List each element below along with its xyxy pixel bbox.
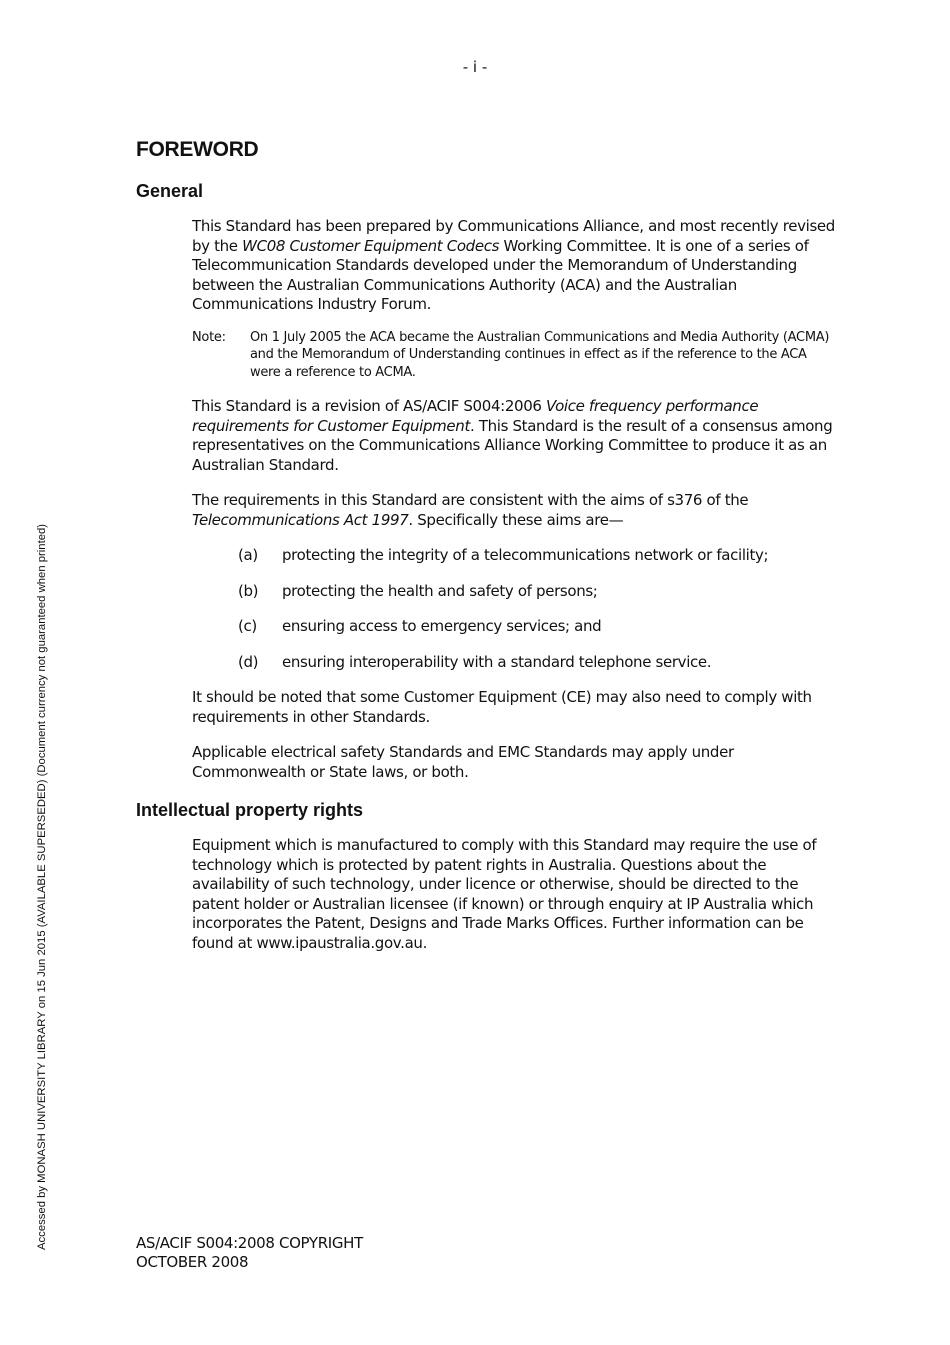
note-text: On 1 July 2005 the ACA became the Australian Communications and Media Authority (ACMA) and the Memorandum of Understanding continues in effect as if the reference to the ACA were a reference to ACMA. (250, 329, 830, 380)
list-item-label: (c) (238, 617, 257, 635)
copyright-footer (136, 1234, 363, 1272)
list-item (238, 653, 836, 673)
list-item-label: (b) (238, 581, 259, 600)
general-section-body (192, 217, 836, 782)
general-paragraph-5: Applicable electrical safety Standards and EMC Standards may apply under Commonwealth or State laws, or both. (192, 743, 734, 781)
list-item-text: ensuring access to emergency services; and (282, 617, 602, 635)
access-notice: Accessed by MONASH UNIVERSITY LIBRARY on 15 Jun 2015 (AVAILABLE SUPERSEDED) (Document currency not guaranteed when printed) (36, 523, 48, 1250)
general-paragraph-4: It should be noted that some Customer Equipment (CE) may also need to comply with requirements in other Standards. (192, 688, 812, 726)
list-item-text: protecting the integrity of a telecommunications network or facility; (282, 546, 769, 564)
general-paragraph-2: This Standard is a revision of AS/ACIF S004:2006 Voice frequency performance requirements for Customer Equipment. This Standard is the result of a consensus among representatives on the Communications Alliance Working Committee to produce it as an Australian Standard. (192, 397, 833, 474)
note-block (192, 329, 836, 382)
ip-paragraph-1: Equipment which is manufactured to comply with this Standard may require the use of technology which is protected by patent rights in Australia. Questions about the availability of such technology, under licence or otherwise, should be directed to the patent holder or Australian licensee (if known) or through enquiry at IP Australia which incorporates the Patent, Designs and Trade Marks Offices. Further information can be found at www.ipaustralia.gov.au. (192, 836, 817, 952)
list-item (238, 582, 836, 602)
section-heading-ip-rights: Intellectual property rights (136, 800, 364, 820)
aims-list (192, 546, 836, 672)
list-item (238, 546, 836, 566)
list-item-label: (d) (238, 652, 259, 671)
foreword-content (136, 136, 836, 953)
list-item (238, 617, 836, 637)
ip-section-body (192, 836, 836, 953)
section-heading-general: General (136, 181, 204, 201)
list-item-label: (a) (238, 546, 258, 564)
list-item-text: ensuring interoperability with a standard telephone service. (282, 652, 712, 671)
general-paragraph-1: This Standard has been prepared by Communications Alliance, and most recently revised by the WC08 Customer Equipment Codecs Working Committee. It is one of a series of Telecommunication Standards developed under the Memorandum of Understanding between the Australian Communications Authority (ACA) and the Australian Communications Industry Forum. (192, 217, 835, 313)
general-paragraph-3: The requirements in this Standard are consistent with the aims of s376 of the Telecommunications Act 1997. Specifically these aims are— (192, 491, 749, 529)
note-label: Note: (192, 329, 226, 345)
page-number: - i - (462, 58, 488, 76)
footer-standard-line: AS/ACIF S004:2008 COPYRIGHT (136, 1234, 363, 1252)
list-item-text: protecting the health and safety of persons; (282, 581, 598, 600)
page-title: FOREWORD (136, 138, 259, 161)
footer-date-line: OCTOBER 2008 (136, 1253, 249, 1271)
